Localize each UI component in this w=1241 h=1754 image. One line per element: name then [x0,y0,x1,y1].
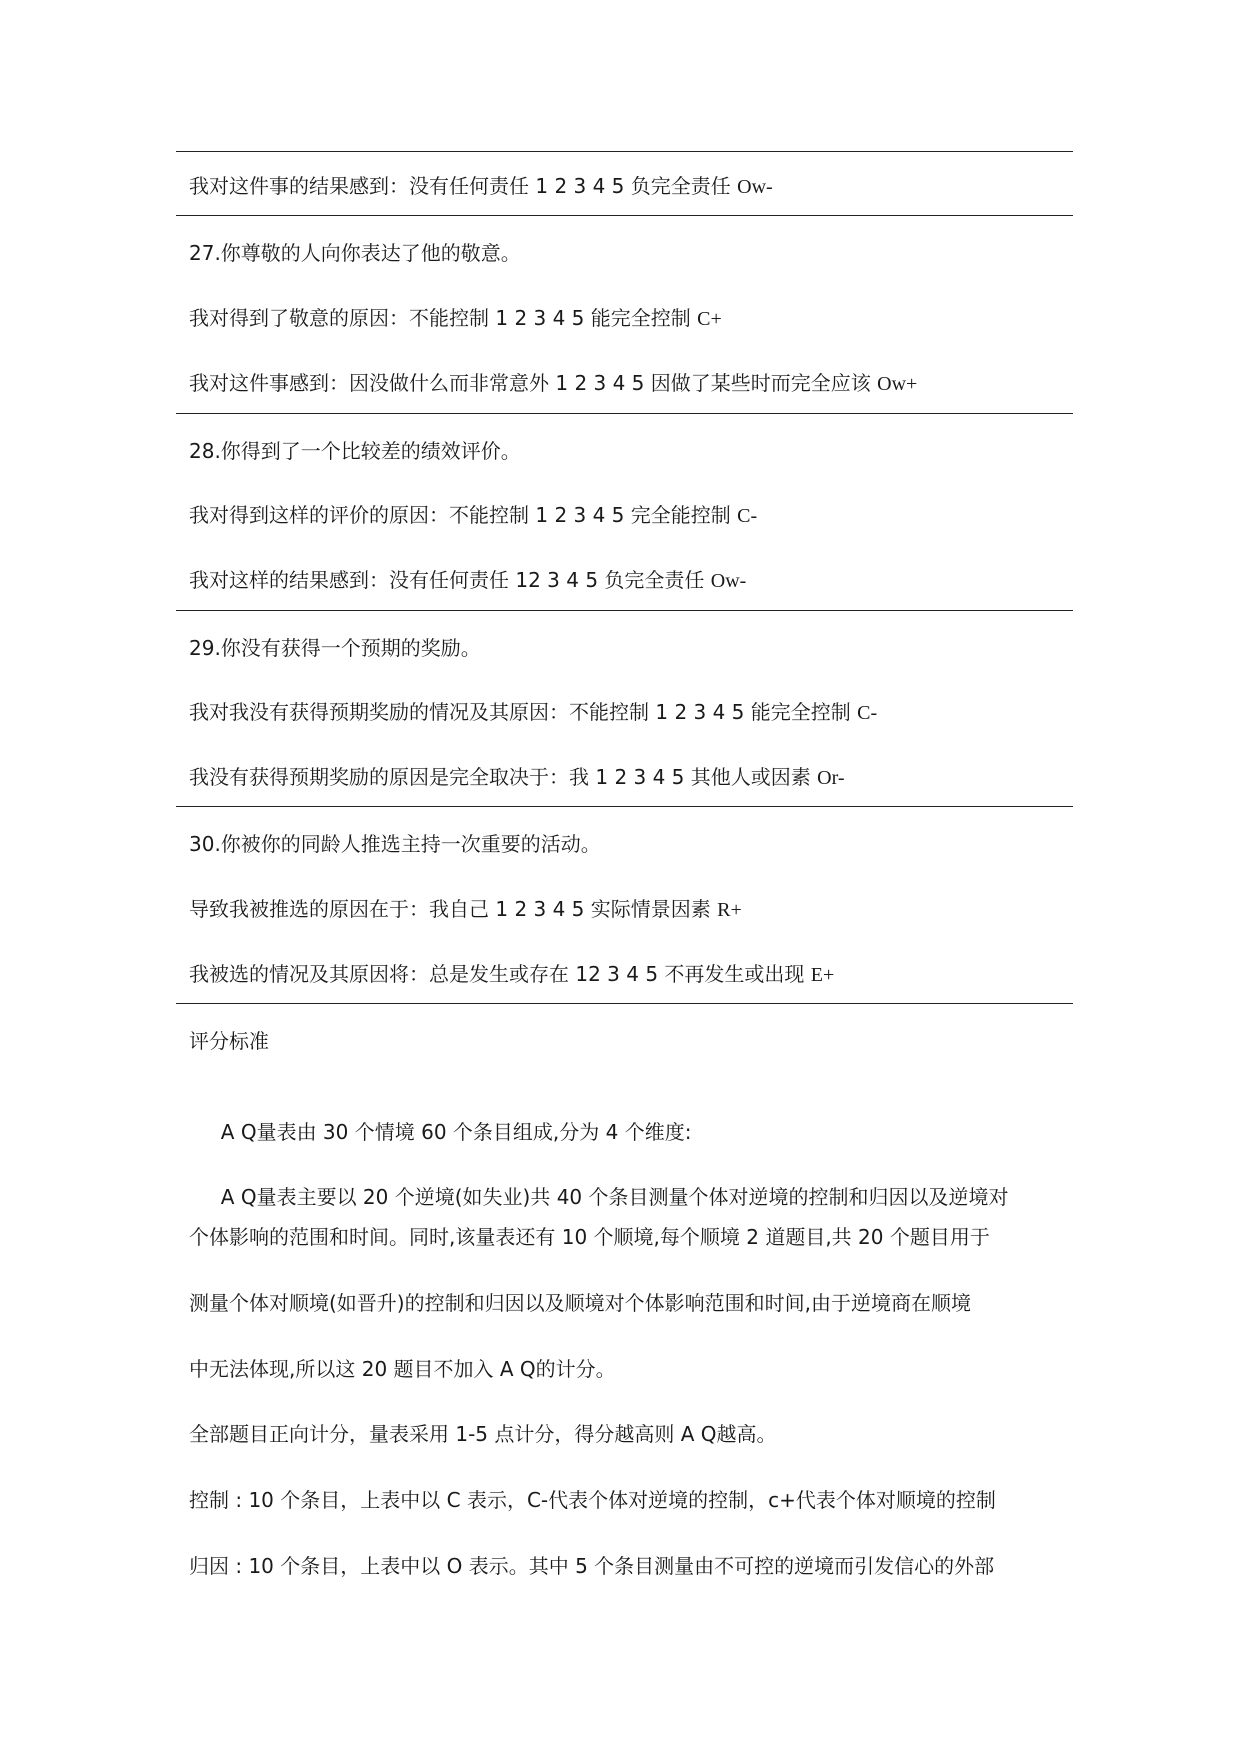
divider [176,151,1073,152]
question-title [189,240,1069,266]
item-code: Ow- [737,176,773,198]
divider [176,806,1073,807]
item-code: E+ [810,964,835,986]
scoring-paragraph: 控制 : 10 个条目，上表中以 C 表示，C-代表个体对逆境的控制，c+代表个体对顺境的控制 [189,1488,996,1512]
question-title [189,438,1069,464]
scoring-paragraph: 全部题目正向计分，量表采用 1-5 点计分，得分越高则 A Q越高。 [189,1422,777,1446]
question-item [189,502,1069,529]
item-text: 我被选的情况及其原因将：总是发生或存在 12 3 4 5 不再发生或出现 [189,962,805,986]
question-title [189,831,1069,857]
scoring-paragraph: 中无法体现,所以这 20 题目不加入 A Q的计分。 [189,1357,616,1381]
scoring-paragraph: 归因 : 10 个条目，上表中以 O 表示。其中 5 个条目测量由不可控的逆境而引发信心的外部 [189,1554,995,1578]
question-item [189,305,1069,332]
scoring-heading: 评分标准 [189,1029,269,1053]
item-text: 我对得到这样的评价的原因：不能控制 1 2 3 4 5 完全能控制 [189,503,731,527]
scoring-paragraph: A Q量表由 30 个情境 60 个条目组成,分为 4 个维度: [214,1120,692,1144]
item-text: 导致我被推选的原因在于：我自己 1 2 3 4 5 实际情景因素 [189,897,711,921]
item-code: C+ [697,308,722,330]
question-item [189,961,1069,988]
question-item [189,896,1069,923]
item-text: 27.你尊敬的人向你表达了他的敬意。 [189,241,521,265]
question-item [189,567,1069,594]
question-item [189,699,1069,726]
item-code: C- [857,702,878,724]
item-text: 29.你没有获得一个预期的奖励。 [189,636,481,660]
question-item [189,370,1069,397]
item-text: 我对我没有获得预期奖励的情况及其原因：不能控制 1 2 3 4 5 能完全控制 [189,700,851,724]
question-title [189,635,1069,661]
divider [176,413,1073,414]
item-code: Ow+ [877,373,918,395]
item-text: 30.你被你的同龄人推选主持一次重要的活动。 [189,832,601,856]
question-item [189,764,1069,791]
scoring-paragraph: 个体影响的范围和时间。同时,该量表还有 10 个顺境,每个顺境 2 道题目,共 20 个题目用于 [189,1225,990,1249]
divider [176,610,1073,611]
question-item [189,173,1069,200]
scoring-paragraph: 测量个体对顺境(如晋升)的控制和归因以及顺境对个体影响范围和时间,由于逆境商在顺境 [189,1291,971,1315]
item-code: Ow- [710,570,747,592]
item-text: 我对这件事感到：因没做什么而非常意外 1 2 3 4 5 因做了某些时而完全应该 [189,371,871,395]
scoring-paragraph: A Q量表主要以 20 个逆境(如失业)共 40 个条目测量个体对逆境的控制和归因以及逆境对 [214,1185,1009,1209]
divider [176,1003,1073,1004]
item-text: 我对这样的结果感到：没有任何责任 12 3 4 5 负完全责任 [189,568,705,592]
item-code: R+ [717,899,742,921]
item-text: 我对这件事的结果感到：没有任何责任 1 2 3 4 5 负完全责任 [189,174,731,198]
item-code: C- [737,505,758,527]
divider [176,215,1073,216]
item-text: 我没有获得预期奖励的原因是完全取决于：我 1 2 3 4 5 其他人或因素 [189,765,811,789]
item-text: 我对得到了敬意的原因：不能控制 1 2 3 4 5 能完全控制 [189,306,691,330]
item-text: 28.你得到了一个比较差的绩效评价。 [189,439,521,463]
item-code: Or- [817,767,845,789]
